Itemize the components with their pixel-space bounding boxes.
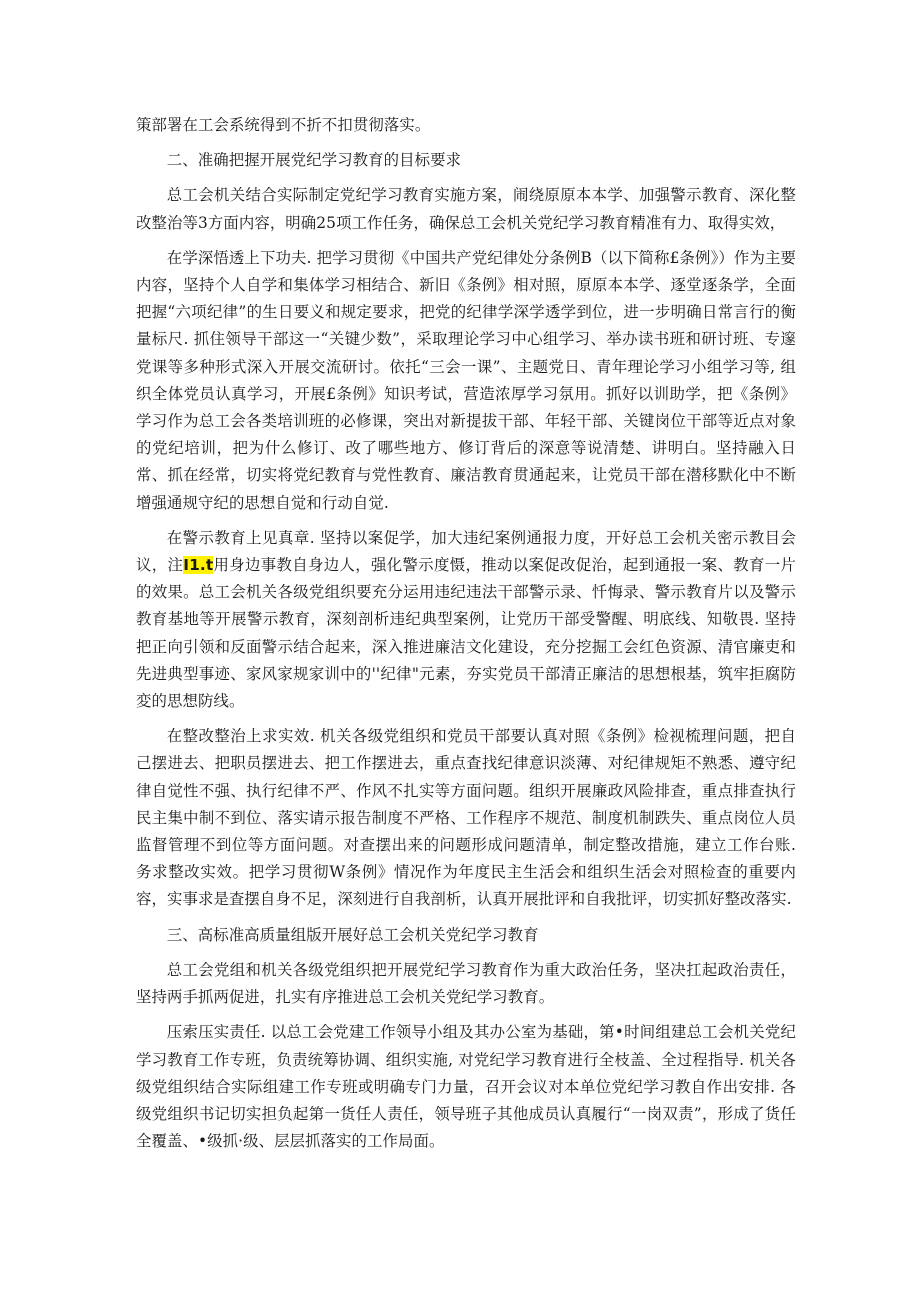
paragraph-rectification: 在整改整治上求实效. 机关各级党组织和党员干部要认真对照《条例》检视梳理问题，把自己摆进去、把职员摆进去、把工作摆进去，重点査找纪律意识淡薄、对纪律规矩不熟悉、遵守纪律自觉性不强、执行纪律不严、作风不扎实等方面问题。组织开展廉政风险排查，重点排查执行民主集中制不到位、落实请示报告制度不严格、工作程序不规范、制度机制跌失、重点岗位人员监督管理不到位等方面问题。对查摆出来的问题形成问题清单，制定整改措施，建立工作台账. 务求整改实效。把学习贯彻W条例》情况作为年度民主生活会和组织生活会对照检查的重要内容，实事求是査摆自身不足，深刻进行自我剖析，认真开展批评和自我批评，切实抓好整改落实. xyxy=(136,727,796,909)
section-heading-2: 二、准确把握开展党纪学习教育的目标要求 xyxy=(166,151,462,170)
section-heading-3: 三、高标准高质量组版开展好总工会机关党纪学习教育 xyxy=(166,925,539,944)
paragraph-continuation: 策部署在工会系统得到不折不扣贯彻落实。 xyxy=(136,116,431,134)
paragraph-responsibility: 压索压实责任. 以总工会党建工作领导小组及其办公室为基础，第•时间组建总工会机关党纪学习教育工作专班，负责统筹协调、组织实施, 对党纪学习教育进行全枝盖、全过程指导. 机关各级党组织结合实际组建工作专班或明确专门力量，召开会议对本单位党纪学习教自作出安排. 各级党组织书记切实担负起第一货任人责任，领导班子其他成员认真履行“一岗双责”，形成了货任全覆盖、•级抓·级、层层抓落实的工作局面。 xyxy=(136,1023,796,1151)
warning-text-start: 在警示教育上见真章. 坚持以案促学，加大违纪案例通报力度，开好总工会机关密示教目会议，注 xyxy=(136,528,796,575)
document-page xyxy=(136,112,796,1155)
highlighted-text: I1.t xyxy=(183,556,214,575)
warning-text-end: 用身边事教自身边人，强化警示度慑，推动以案促改促治，起到通报一案、教育一片的效果。总工会机关各级党组织要充分运用违纪违法干部警示录、忏悔录、警示教育片以及警示教育基地等开展警示教育，深刻剖析违纪典型案例，让党历干部受警醒、明底线、知敬畏. 坚持把正向引领和反面警示结合起来，深入推进廉洁文化建设，充分挖掘工会红色资源、清官廉吏和先进典型事迹、家风家规家训中的''纪律"元素，夯实党员干部清正廉洁的思想根基，筑牢拒腐防変的思想防线。 xyxy=(136,556,796,711)
paragraph-implementation-plan: 总工会机关结合实际制定党纪学习教育实施方案，闹绕原原本本学、加强警示教育、深化整改整治等3方面内容，明确25项工作任务，确保总工会机关党纪学习教育精准有力、取得实效， xyxy=(136,186,796,232)
paragraph-party-committee: 总工会党组和机关各级党组织把开展党纪学习教育作为重大政治任务，坚决扛起政治责任，坚持两手抓两促进，扎实有序推进总工会机关党纪学习教育。 xyxy=(136,960,796,1007)
paragraph-warning-education xyxy=(136,525,796,715)
paragraph-deep-study: 在学深悟透上下功夫. 把学习贯彻《中国共产党纪律处分条例B（以下简称£条例》）作为主要内容，坚持个人自学和集体学习相结合、新旧《条例》相对照，原原本本学、逐堂逐条学，全面把握“六项纪律”的生日要义和规定要求，把党的纪律学深学透学到位，进一步明确日常言行的衡量标尺. 抓住领导干部这一“关键少数”，采取理论学习中心组学习、举办读书班和研讨班、专邃党课等多种形式深入开展交流研讨。依托“三会一课”、主题党日、青年理论学习小组学习等, 组织全体党员认真学习，开展£条例》知识考试，营造浓厚学习氛用。抓好以训助学，把《条例》学习作为总工会各类培训班的必修课，突出对新提拔干部、年轻干部、关键岗位干部等近点对象的党纪培训，把为什么修订、改了哪些地方、修订背后的深意等说清楚、讲明白。坚持融入日常、抓在经常，切实将党纪教育与党性教育、廉洁教育贯通起来，让党员干部在潜移默化中不断增强通规守纪的思想自觉和行动自觉. xyxy=(136,248,796,512)
